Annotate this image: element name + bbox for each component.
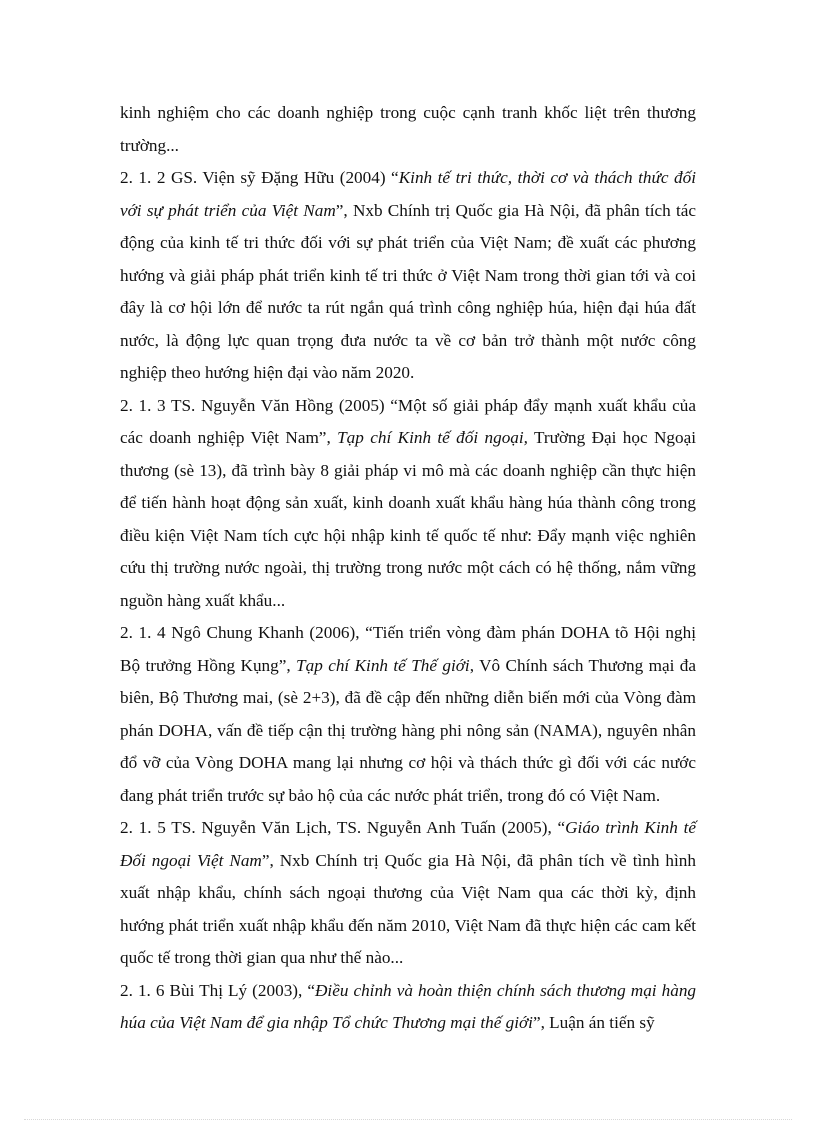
intro-paragraph <box>120 97 696 162</box>
reference-title: Tạp chí Kinh tế đối ngoại, <box>337 428 528 447</box>
reference-prefix: 2. 1. 2 GS. Viện sỹ Đặng Hữu (2004) “ <box>120 168 399 187</box>
reference-suffix: ”, Luận án tiến sỹ <box>532 1013 655 1032</box>
reference-suffix: , Vô Chính sách Thương mại đa biên, Bộ Thương mai, (sè 2+3), đã đề cập đến những diễn biến mới của Vòng đàm phán DOHA, vấn đề tiếp cận thị trường hàng phi nông sản (NAMA), nguyên nhân đổ vỡ của Vòng DOHA mang lại nhưng cơ hội và thách thức gì đối với các nước đang phát triển trước sự bảo hộ của các nước phát triển, trong đó có Việt Nam. <box>120 655 696 805</box>
intro-text: kinh nghiệm cho các doanh nghiệp trong cuộc cạnh tranh khốc liệt trên thương trường... <box>120 103 696 155</box>
reference-prefix: 2. 1. 4 Ngô Chung Khanh (2006), “Tiến triển vòng đàm phán DOHA tõ Hội nghị Bộ trưởng Hồng Kụng”, <box>120 623 696 675</box>
reference-prefix: 2. 1. 3 TS. Nguyễn Văn Hồng (2005) “Một số giải pháp đẩy mạnh xuất khẩu của các doanh nghiệp Việt Nam”, <box>120 395 696 447</box>
reference-2-1-3 <box>120 390 696 618</box>
reference-suffix: ”, Nxb Chính trị Quốc gia Hà Nội, đã phân tích tác động của kinh tế tri thức đối với sự phát triển của Việt Nam; đề xuất các phương hướng và giải pháp phát triển kinh tế tri thức ở Việt Nam trong thời gian tới và coi đây là cơ hội lớn để nước ta rút ngắn quá trình công nghiệp húa, hiện đại húa đất nước, là động lực quan trọng đưa nước ta về cơ bản trở thành một nước công nghiệp theo hướng hiện đại vào năm 2020. <box>120 200 696 382</box>
reference-title: Tạp chí Kinh tế Thế giới <box>296 655 470 675</box>
reference-title: Điều chỉnh và hoàn thiện chính sách thương mại hàng húa của Việt Nam để gia nhập Tổ chức Thương mại thế giới <box>120 980 697 1032</box>
reference-2-1-5 <box>120 812 696 975</box>
reference-prefix: 2. 1. 5 TS. Nguyễn Văn Lịch, TS. Nguyễn Anh Tuấn (2005), “ <box>120 818 566 837</box>
document-body <box>120 97 696 1040</box>
page-bottom-rule <box>24 1119 792 1120</box>
reference-suffix: ”, Nxb Chính trị Quốc gia Hà Nội, đã phân tích về tình hình xuất nhập khẩu, chính sách ngoại thương của Việt Nam qua các thời kỳ, định hướng phát triển xuất nhập khẩu đến năm 2010, Việt Nam đã thực hiện các cam kết quốc tế trong thời gian qua như thế nào... <box>120 850 696 967</box>
reference-title: Giáo trình Kinh tế Đối ngoại Việt Nam <box>120 818 696 870</box>
reference-2-1-2 <box>120 162 696 390</box>
reference-suffix: Trường Đại học Ngoại thương (sè 13), đã trình bày 8 giải pháp vi mô mà các doanh nghiệp cần thực hiện để tiến hành hoạt động sản xuất, kinh doanh xuất khẩu hàng húa thành công trong điều kiện Việt Nam tích cực hội nhập kinh tế quốc tế như: Đẩy mạnh việc nghiên cứu thị trường nước ngoài, thị trường trong nước một cách có hệ thống, nắm vững nguồn hàng xuất khẩu... <box>120 428 696 610</box>
reference-2-1-4 <box>120 617 696 812</box>
reference-prefix: 2. 1. 6 Bùi Thị Lý (2003), “ <box>120 980 315 1000</box>
reference-title: Kinh tế tri thức, thời cơ và thách thức đối với sự phát triển của Việt Nam <box>120 168 696 220</box>
reference-2-1-6 <box>120 975 696 1040</box>
